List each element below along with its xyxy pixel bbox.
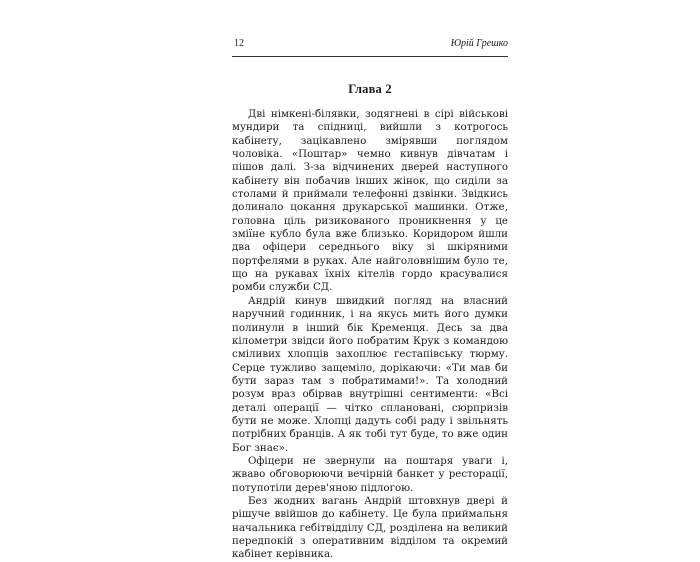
chapter-text — [232, 108, 508, 562]
header-rule — [232, 56, 508, 57]
running-header — [232, 34, 508, 54]
book-page — [232, 34, 508, 561]
paragraph: Без жодних вагань Андрій штовхнув двері й рішуче ввійшов до кабінету. Це була приймальня начальника гебітвідділу СД, розділена на великий передпокій з оперативним відділом та окремий кабінет керівника. — [232, 494, 508, 561]
paragraph: Дві німкені-білявки, зодягнені в сірі військові мундири та спідниці, вийшли з котрогось кабінету, зацікавлено змірявши поглядом чоловіка. «Поштар» чемно кивнув дівчатам і пішов далі. З-за відчинених дверей наступного кабінету він побачив інших жінок, що сиділи за столами й приймали телефонні дзвінки. Звідкись долинало цокання друкарської машинки. Отже, головна ціль ризикованого проникнення у це зміїне кубло була вже близько. Коридором йшли два офіцери середнього віку зі шкіряними портфелями в руках. Але найголовнішим було те, що на рукавах їхніх кітелів гордо красувалися ромби служби СД. — [232, 108, 508, 294]
paragraph: Андрій кинув швидкий погляд на власний наручний годинник, і на якусь мить його думки полинули в інший бік Кременця. Десь за два кілометри звідси його побратим Крук з командою сміливих хлопців захоплює гестапівську тюрму. Серце тужливо защеміло, дорікаючи: «Ти мав би бути зараз там з побратимами!». Та холодний розум враз обірвав внутрішні сентименти: «Всі деталі операції — чітко сплановані, сюрпризів бути не може. Хлопці дадуть собі раду і звільнять потрібних бранців. А як тобі тут буде, то вже один Бог знає». — [232, 294, 508, 454]
page-number: 12 — [234, 38, 244, 49]
author-name: Юрій Грешко — [450, 38, 508, 49]
chapter-title: Глава 2 — [348, 82, 392, 96]
paragraph: Офіцери не звернули на поштаря уваги і, жваво обговорюючи вечірній банкет у ресторації, потупотіли дерев'яною підлогою. — [232, 454, 508, 494]
